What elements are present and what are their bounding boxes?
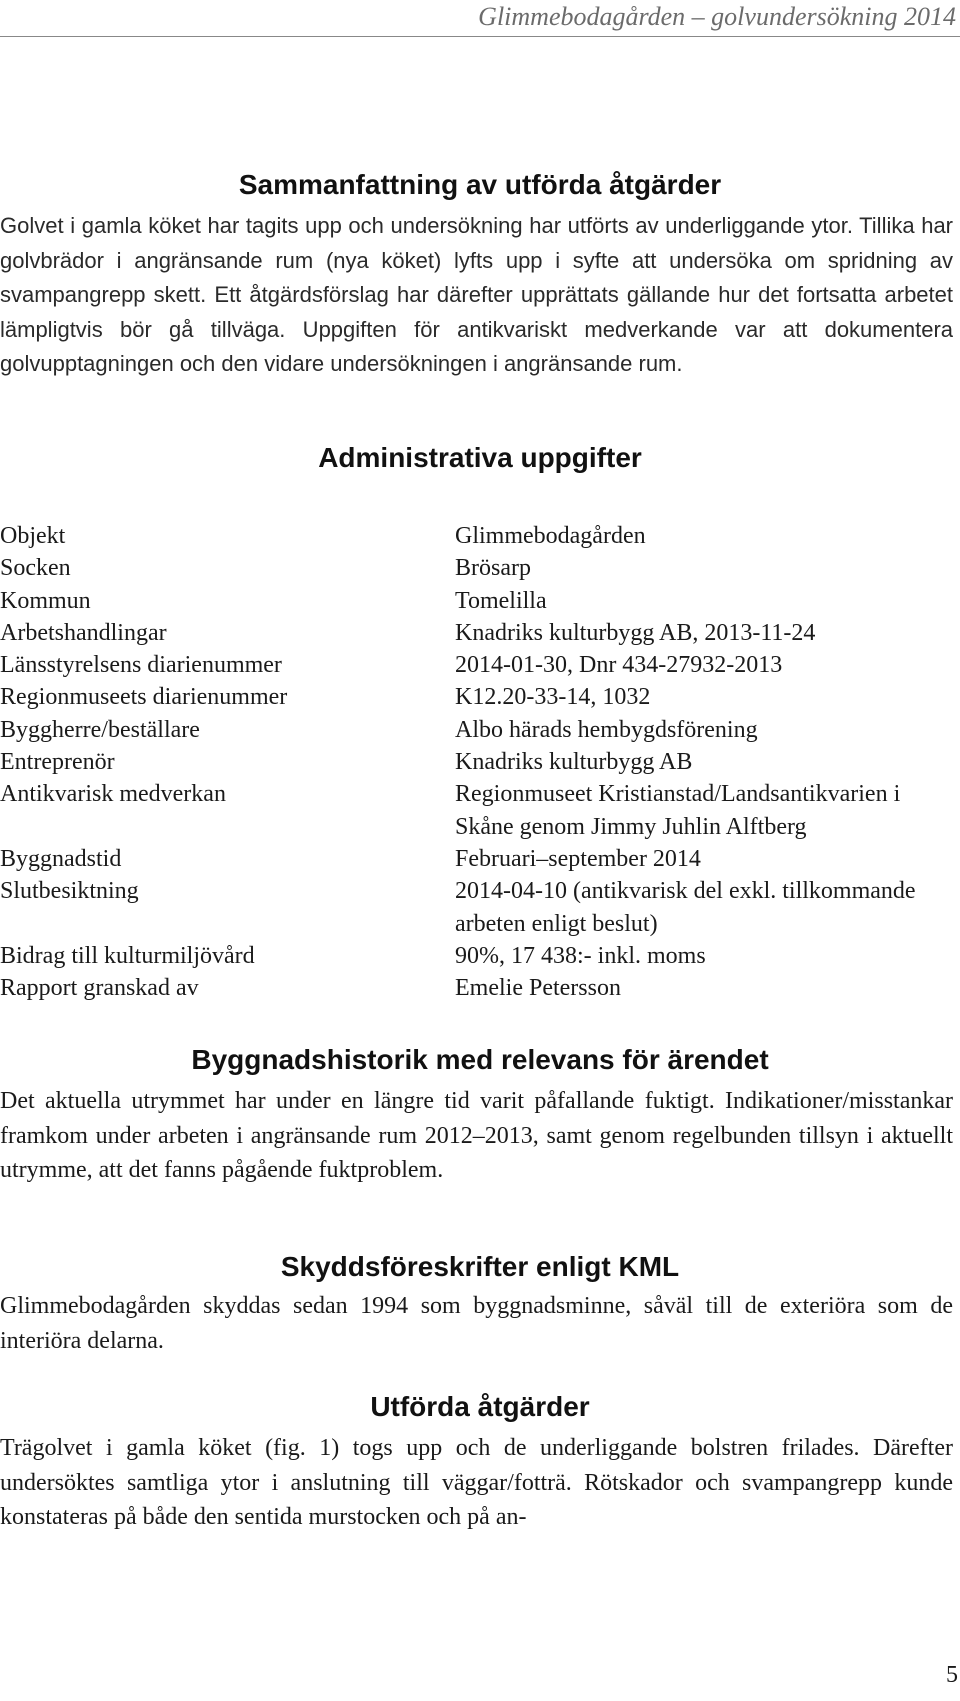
admin-value: 2014-01-30, Dnr 434-27932-2013 xyxy=(455,652,783,679)
header-rule xyxy=(0,36,960,37)
protection-heading: Skyddsföreskrifter enligt KML xyxy=(280,1251,680,1282)
admin-value: Brösarp xyxy=(455,555,531,582)
actions-paragraph: Trägolvet i gamla köket (fig. 1) togs upp och de underliggande bolstren frilades. Därefter undersöktes samtliga ytor i anslutning till väggar/fotträ. Rötskador och svampangrepp kunde konstateras på både den sentida murstocken och på an- xyxy=(0,1435,953,1531)
admin-label: Bidrag till kulturmiljövård xyxy=(0,942,255,969)
admin-value: Tomelilla xyxy=(455,587,547,614)
admin-value: Knadriks kulturbygg AB, 2013-11-24 xyxy=(455,619,816,646)
admin-value: Regionmuseet Kristianstad/Landsantikvarien i Skåne genom Jimmy Juhlin Alftberg xyxy=(455,781,901,840)
admin-value: 90%, 17 438:- inkl. moms xyxy=(455,942,706,969)
admin-value: 2014-04-10 (antikvarisk del exkl. tillkommande arbeten enligt beslut) xyxy=(455,878,916,937)
admin-value: Glimmebodagården xyxy=(455,523,646,549)
page-number: 5 xyxy=(946,1662,958,1688)
admin-label: Kommun xyxy=(0,587,91,614)
admin-row xyxy=(0,843,953,875)
admin-row xyxy=(0,617,953,649)
admin-row xyxy=(0,714,953,746)
summary-heading: Sammanfattning av utförda åtgärder xyxy=(238,169,722,200)
admin-row xyxy=(0,520,953,552)
admin-heading: Administrativa uppgifter xyxy=(318,442,642,473)
admin-label: Byggnadstid xyxy=(0,845,122,872)
admin-label: Objekt xyxy=(0,523,66,549)
admin-value: K12.20-33-14, 1032 xyxy=(455,684,651,711)
history-paragraph: Det aktuella utrymmet har under en längre tid varit påfallande fuktigt. Indikationer/misstankar framkom under arbeten i angränsande rum 2012–2013, samt genom regelbunden tillsyn i aktuellt utrymme, att det fanns pågående fuktproblem. xyxy=(0,1088,953,1184)
admin-row xyxy=(0,972,953,1004)
admin-value: Februari–september 2014 xyxy=(455,845,701,872)
admin-label: Byggherre/beställare xyxy=(0,716,200,743)
admin-row xyxy=(0,681,953,713)
history-heading: Byggnadshistorik med relevans för ärendet xyxy=(191,1044,769,1075)
admin-value: Emelie Petersson xyxy=(455,975,621,1002)
admin-label: Länsstyrelsens diarienummer xyxy=(0,652,282,679)
admin-value: Albo härads hembygdsförening xyxy=(455,716,758,743)
admin-row xyxy=(0,778,953,843)
admin-table xyxy=(0,520,953,1004)
admin-row xyxy=(0,746,953,778)
admin-row xyxy=(0,585,953,617)
admin-label: Arbetshandlingar xyxy=(0,619,167,646)
admin-row xyxy=(0,649,953,681)
running-header: Glimmebodagården – golvundersökning 2014 xyxy=(478,2,956,31)
admin-label: Slutbesiktning xyxy=(0,878,139,905)
summary-paragraph: Golvet i gamla köket har tagits upp och undersökning har utförts av underliggande ytor. Tillika har golvbrädor i angränsande rum (nya köket) lyfts upp i syfte att undersöka om spridning av svampangrepp skett. Ett åtgärdsförslag har därefter upprättats gällande hur det fortsatta arbetet lämpligtvis bör gå tillväga. Uppgiften för antikvariskt medverkande var att dokumentera golvupptagningen och den vidare undersökningen i angränsande rum. xyxy=(0,213,953,377)
admin-row xyxy=(0,940,953,972)
admin-value: Knadriks kulturbygg AB xyxy=(455,749,693,776)
admin-label: Entreprenör xyxy=(0,749,115,776)
admin-row xyxy=(0,875,953,940)
protection-paragraph: Glimmebodagården skyddas sedan 1994 som byggnadsminne, såväl till de exteriöra som de interiöra delarna. xyxy=(0,1293,953,1354)
admin-label: Rapport granskad av xyxy=(0,975,199,1002)
admin-label: Antikvarisk medverkan xyxy=(0,781,226,808)
admin-label: Socken xyxy=(0,555,71,582)
admin-row xyxy=(0,552,953,584)
actions-heading: Utförda åtgärder xyxy=(370,1391,590,1422)
admin-label: Regionmuseets diarienummer xyxy=(0,684,288,711)
